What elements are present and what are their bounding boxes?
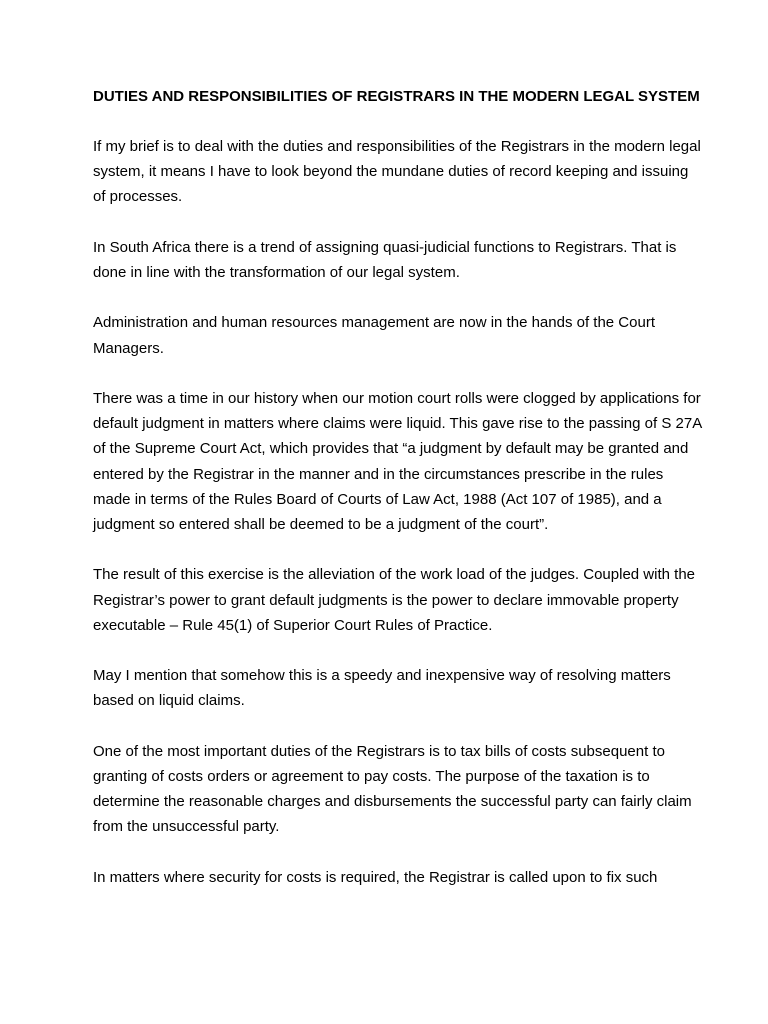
paragraph-taxation: One of the most important duties of the Registrars is to tax bills of costs subsequent to granting of costs orders or agreement to pay costs. The purpose of the taxation is to determine the reasonable charges and disbursements the successful party can fairly claim from the unsuccessful party. [93,742,692,836]
paragraph-administration: Administration and human resources management are now in the hands of the Court Managers. [93,314,655,357]
paragraph-speedy-resolution: May I mention that somehow this is a speedy and inexpensive way of resolving matters based on liquid claims. [93,667,671,710]
paragraph-alleviation: The result of this exercise is the alleviation of the work load of the judges. Coupled with the Registrar’s power to grant default judgments is the power to declare immovable property executable – Rule 45(1) of Superior Court Rules of Practice. [93,566,695,634]
document-page [93,84,703,915]
document-title: DUTIES AND RESPONSIBILITIES OF REGISTRARS IN THE MODERN LEGAL SYSTEM [93,88,700,105]
paragraph-security-for-costs: In matters where security for costs is required, the Registrar is called upon to fix such [93,868,658,886]
paragraph-south-africa-trend: In South Africa there is a trend of assigning quasi-judicial functions to Registrars. That is done in line with the transformation of our legal system. [93,238,677,281]
paragraph-default-judgment: There was a time in our history when our motion court rolls were clogged by applications for default judgment in matters where claims were liquid. This gave rise to the passing of S 27A of the Supreme Court Act, which provides that “a judgment by default may be granted and entered by the Registrar in the manner and in the circumstances prescribe in the rules made in terms of the Rules Board of Courts of Law Act, 1988 (Act 107 of 1985), and a judgment so entered shall be deemed to be a judgment of the court”. [93,389,702,533]
paragraph-brief: If my brief is to deal with the duties and responsibilities of the Registrars in the modern legal system, it means I have to look beyond the mundane duties of record keeping and issuing of processes. [93,138,701,206]
